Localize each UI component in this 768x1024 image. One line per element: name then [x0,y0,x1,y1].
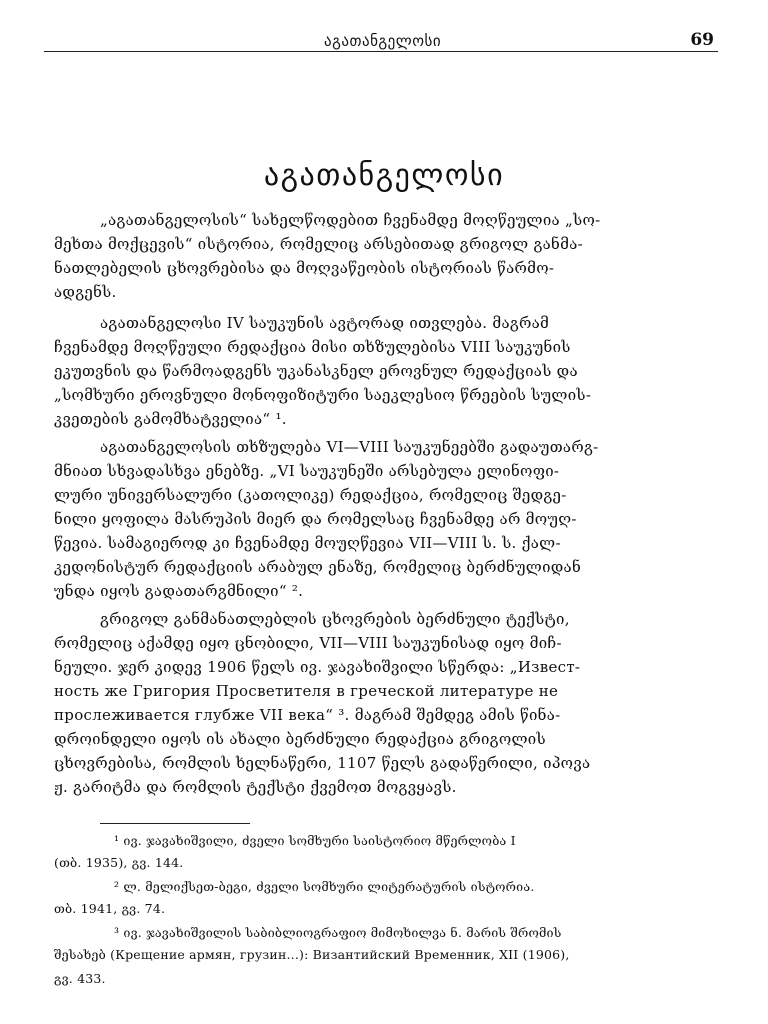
footnote-rule [100,823,250,824]
text-line: „სომხური ეროვნული მონოფიზიტური საეკლესიო წრეების სულის- [54,386,592,404]
text-line: რომელიც აქამდე იყო ცნობილი, VII—VIII საუკუნისად იყო მიჩ- [54,634,562,652]
footnote-line: გვ. 433. [54,971,106,986]
text-line: прослеживается глубже VII века“ ³. მაგრამ შემდეგ ამის წინა- [54,706,561,724]
text-line: ნეული. ჯერ კიდევ 1906 წელს ივ. ჯავახიშვილი სწერდა: „Извест- [54,658,581,676]
text-line: ჩვენამდე მოღწეული რედაქცია მისი თხზულებისა VIII საუკუნის [54,338,571,356]
footnote-line: (თბ. 1935), გვ. 144. [54,855,184,870]
text-line: „აგათანგელოსის“ სახელწოდებით ჩვენამდე მოღწეულია „სო- [100,211,601,229]
footnote-line: შესახებ (Крещение армян, грузин...): Византийский Временник, XII (1906), [54,947,570,962]
text-line: ეკუთვნის და წარმოადგენს უკანასკნელ ეროვნულ რედაქციას და [54,362,578,380]
text-line: აგათანგელოსის თხზულება VI—VIII საუკუნეებში გადაუთარგ- [100,438,599,456]
footnote-line: ³ ივ. ჯავახიშვილის საბიბლიოგრაფიო მიმოხილვა ნ. მარის შრომის [114,925,562,940]
footnote-line: ² ლ. მელიქსეთ-ბეგი, ძველი სომხური ლიტერატურის ისტორია. [114,879,535,894]
text-line: ლური უნივერსალური (კათოლიკე) რედაქცია, რომელიც შედგე- [54,486,567,504]
text-line: წევია. სამაგიეროდ კი ჩვენამდე მოუღწევია VII—VIII ს. ს. ქალ- [54,534,561,552]
footnote-line: ¹ ივ. ჯავახიშვილი, ძველი სომხური საისტორიო მწერლობა I [114,833,516,848]
text-line: ჟ. გარიტმა და რომლის ტექსტი ქვემოთ მოგვყავს. [54,778,457,796]
text-line: ადგენს. [54,283,117,301]
text-line: კვეთების გამომხატველია“ ¹. [54,410,287,428]
footnote-line: თბ. 1941, გვ. 74. [54,901,166,916]
text-line: მნიათ სხვადასხვა ენებზე. „VI საუკუნეში არსებულა ელინოფი- [54,462,560,480]
text-line: ცხოვრებისა, რომლის ხელნაწერი, 1107 წელს გადაწერილი, იპოვა [54,754,591,772]
page-number: 69 [690,30,714,50]
text-line: აგათანგელოსი IV საუკუნის ავტორად ითვლება. მაგრამ [100,314,550,332]
text-line: ნათლებელის ცხოვრებისა და მოღვაწეობის ისტორიას წარმო- [54,259,555,277]
text-line: უნდა იყოს გადათარგმნილი“ ². [54,582,304,600]
text-line: დროინდელი იყოს ის ახალი ბერძნული რედაქცია გრიგოლის [54,730,546,748]
text-line: გრიგოლ განმანათლებლის ცხოვრების ბერძნული ტექსტი, [100,610,570,628]
running-header [44,28,718,52]
text-line: ность же Григория Просветителя в греческой литературе не [54,682,559,700]
text-line: მეხთა მოქცევის“ ისტორია, რომელიც არსებითად გრიგოლ განმა- [54,235,583,253]
running-title: აგათანგელოსი [324,32,442,50]
chapter-title: აგათანგელოსი [263,158,505,193]
text-line: კედონისტურ რედაქციის არაბულ ენაზე, რომელიც ბერძნულიდან [54,558,582,576]
header-rule [44,51,718,52]
text-line: ნილი ყოფილა მასრუპის მიერ და რომელსაც ჩვენამდე არ მოუღ- [54,510,577,528]
